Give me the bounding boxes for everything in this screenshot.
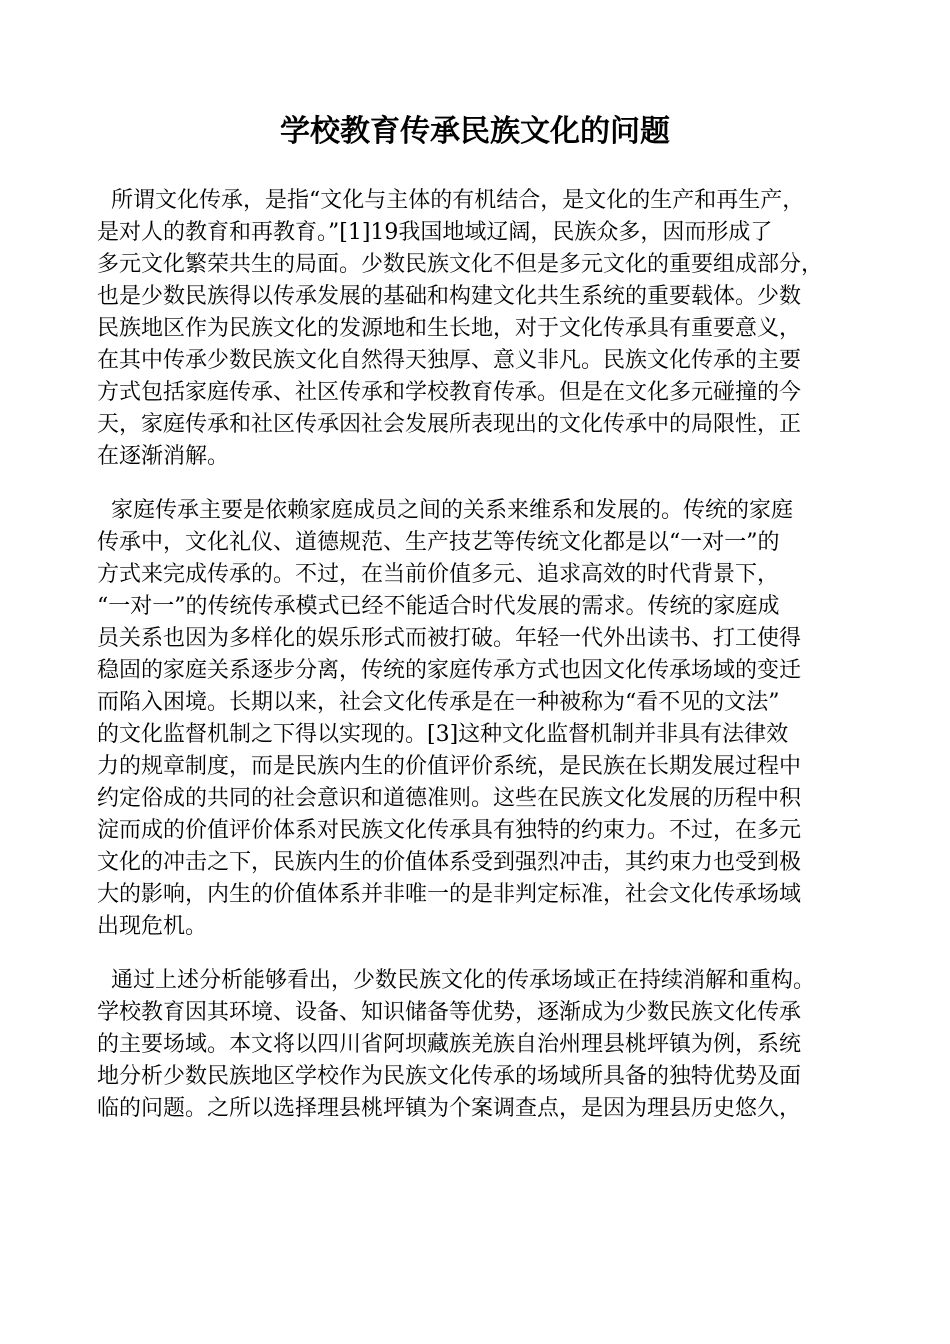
text-line: 文化的冲击之下，民族内生的价值体系受到强烈冲击，其约束力也受到极 [97,850,802,875]
text-line: 是对人的教育和再教育。”[1]19我国地域辽阔，民族众多，因而形成了 [97,220,773,245]
text-line: 大的影响，内生的价值体系并非唯一的是非判定标准，社会文化传承场域 [97,882,802,907]
text-line: 学校教育因其环境、设备、知识储备等优势，逐渐成为少数民族文化传承 [97,1000,802,1025]
text-line: 方式包括家庭传承、社区传承和学校教育传承。但是在文化多元碰撞的今 [97,380,802,405]
text-line: 而陷入困境。长期以来，社会文化传承是在一种被称为“看不见的文法” [97,690,780,715]
text-line: 淀而成的价值评价体系对民族文化传承具有独特的约束力。不过，在多元 [97,818,802,843]
text-line: 方式来完成传承的。不过，在当前价值多元、追求高效的时代背景下， [97,562,780,587]
document-title: 学校教育传承民族文化的问题 [280,114,670,149]
document-body [97,185,865,1147]
text-line: 所谓文化传承，是指“文化与主体的有机结合，是文化的生产和再生产， [97,188,805,213]
text-line: “一对一”的传统传承模式已经不能适合时代发展的需求。传统的家庭成 [97,594,780,619]
text-line: 力的规章制度，而是民族内生的价值评价系统，是民族在长期发展过程中 [97,754,802,779]
text-line: 家庭传承主要是依赖家庭成员之间的关系来维系和发展的。传统的家庭 [97,498,793,523]
text-line: 也是少数民族得以传承发展的基础和构建文化共生系统的重要载体。少数 [97,284,802,309]
text-line: 的主要场域。本文将以四川省阿坝藏族羌族自治州理县桃坪镇为例，系统 [97,1032,802,1057]
text-line: 临的问题。之所以选择理县桃坪镇为个案调查点，是因为理县历史悠久， [97,1096,802,1121]
text-line: 多元文化繁荣共生的局面。少数民族文化不但是多元文化的重要组成部分， [97,252,824,277]
text-line: 出现危机。 [97,914,208,939]
text-line: 通过上述分析能够看出，少数民族文化的传承场域正在持续消解和重构。 [97,968,815,993]
text-line: 民族地区作为民族文化的发源地和生长地，对于文化传承具有重要意义， [97,316,802,341]
paragraph [97,495,865,943]
text-line: 的文化监督机制之下得以实现的。[3]这种文化监督机制并非具有法律效 [97,722,789,747]
paragraph [97,185,865,473]
text-line: 稳固的家庭关系逐步分离，传统的家庭传承方式也因文化传承场域的变迁 [97,658,802,683]
text-line: 传承中，文化礼仪、道德规范、生产技艺等传统文化都是以“一对一”的 [97,530,780,555]
paragraph [97,965,865,1125]
text-line: 天，家庭传承和社区传承因社会发展所表现出的文化传承中的局限性，正 [97,412,802,437]
text-line: 员关系也因为多样化的娱乐形式而被打破。年轻一代外出读书、打工使得 [97,626,802,651]
text-line: 在逐渐消解。 [97,444,230,469]
text-line: 地分析少数民族地区学校作为民族文化传承的场域所具备的独特优势及面 [97,1064,802,1089]
text-line: 在其中传承少数民族文化自然得天独厚、意义非凡。民族文化传承的主要 [97,348,802,373]
text-line: 约定俗成的共同的社会意识和道德准则。这些在民族文化发展的历程中积 [97,786,802,811]
